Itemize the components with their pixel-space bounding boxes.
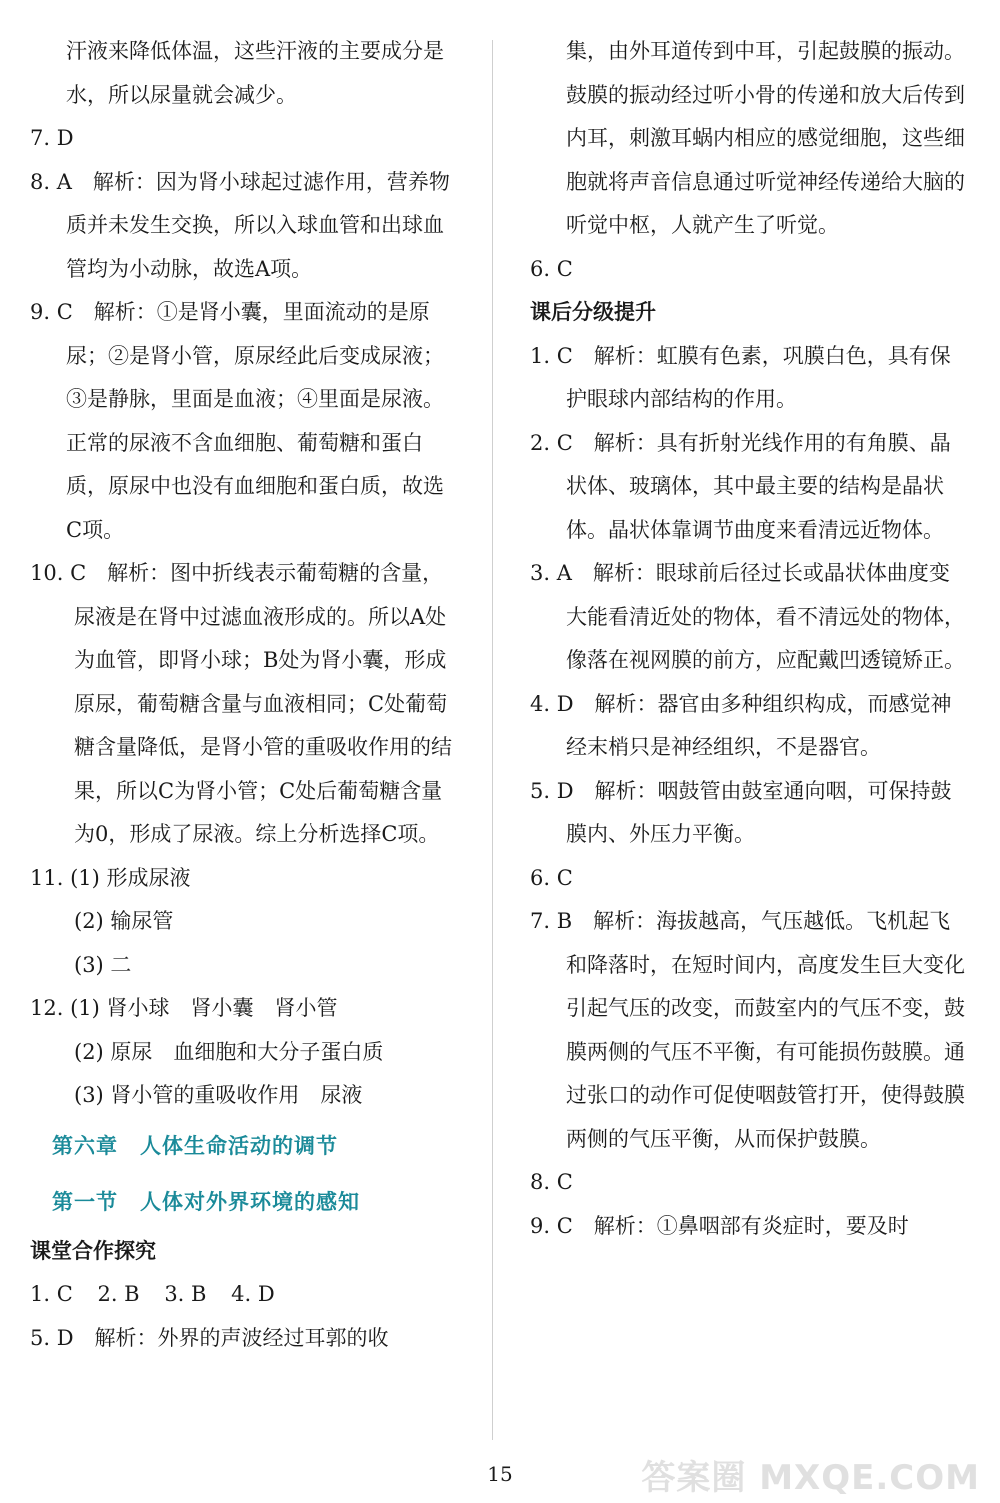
after-answer-3: 3. A 解析：眼球前后径过长或晶状体曲度变大能看清近处的物体，看不清远处的物体，像落在视网膜的前方，应配戴凹透镜矫正。 [530,561,965,672]
answer-9: 9. C 解析：①是肾小囊，里面流动的是原尿；②是肾小管，原尿经此后变成尿液；③是静脉，里面是血液；④里面是尿液。正常的尿液不含血细胞、葡萄糖和蛋白质，原尿中也没有血细胞和蛋白质，故选C项。 [30,300,444,542]
column-divider [492,40,493,1440]
watermark-logo: 答案圈 MXQE.COM [641,1458,980,1498]
after-answer-1: 1. C 解析：虹膜有色素，巩膜白色，具有保护眼球内部结构的作用。 [530,343,951,411]
answer-12: 12. (1) 肾小球 肾小囊 肾小管 [30,996,338,1020]
after-answer-9: 9. C 解析：①鼻咽部有炎症时，要及时 [530,1213,909,1238]
after-answer-4: 4. D 解析：器官由多种组织构成，而感觉神经末梢只是神经组织，不是器官。 [530,691,952,759]
quick-answer-3: 3. B [164,1282,207,1306]
left-column [30,30,460,1360]
quick-answer-4: 4. D [231,1282,275,1306]
answer-5: 5. D 解析：外界的声波经过耳郭的收 [30,1325,389,1350]
section-title: 第一节 人体对外界环境的感知 [52,1188,360,1214]
quick-answers [30,1273,460,1317]
right-column [530,30,970,1248]
quick-answer-1: 1. C [30,1282,73,1306]
answer-7: 7. D [30,126,74,150]
answer-10: 10. C 解析：图中折线表示葡萄糖的含量，尿液是在肾中过滤血液形成的。所以A处为血管，即肾小球；B处为肾小囊，形成原尿，葡萄糖含量与血液相同；C处葡萄糖含量降低，是肾小管的重吸收作用的结果，所以C为肾小管；C处后葡萄糖含量为0，形成了尿液。综上分析选择C项。 [30,561,452,846]
section-heading-classroom: 课堂合作探究 [30,1238,156,1263]
answer-11-part-2: (2) 输尿管 [74,909,174,933]
answer-12-part-3: (3) 肾小管的重吸收作用 尿液 [74,1083,363,1107]
after-answer-2: 2. C 解析：具有折射光线作用的有角膜、晶状体、玻璃体，其中最主要的结构是晶状体。晶状体靠调节曲度来看清远近物体。 [530,430,951,542]
answer-12-part-2: (2) 原尿 血细胞和大分子蛋白质 [74,1039,384,1064]
answer-11-part-3: (3) 二 [74,952,132,977]
after-answer-6: 6. C [530,865,573,890]
answer-6: 6. C [530,256,573,281]
page-number: 15 [487,1462,513,1486]
after-answer-8: 8. C [530,1170,573,1194]
after-answer-7: 7. B 解析：海拔越高，气压越低。飞机起飞和降落时，在短时间内，高度发生巨大变化引起气压的改变，而鼓室内的气压不变，鼓膜两侧的气压不平衡，有可能损伤鼓膜。通过张口的动作可促使咽鼓管打开，使得鼓膜两侧的气压平衡，从而保护鼓膜。 [530,909,965,1151]
quick-answer-2: 2. B [97,1282,140,1306]
section-heading-after-class: 课后分级提升 [530,300,656,324]
answer-11: 11. (1) 形成尿液 [30,865,191,890]
chapter-title: 第六章 人体生命活动的调节 [52,1132,338,1158]
after-answer-5: 5. D 解析：咽鼓管由鼓室通向咽，可保持鼓膜内、外压力平衡。 [530,778,952,846]
paragraph-continuation: 汗液来降低体温，这些汗液的主要成分是水，所以尿量就会减少。 [66,39,444,107]
answer-8: 8. A 解析：因为肾小球起过滤作用，营养物质并未发生交换，所以入球血管和出球血管均为小动脉，故选A项。 [30,169,450,281]
paragraph-continuation-right: 集，由外耳道传到中耳，引起鼓膜的振动。鼓膜的振动经过听小骨的传递和放大后传到内耳，刺激耳蜗内相应的感觉细胞，这些细胞就将声音信息通过听觉神经传递给大脑的听觉中枢，人就产生了听觉。 [566,39,965,237]
